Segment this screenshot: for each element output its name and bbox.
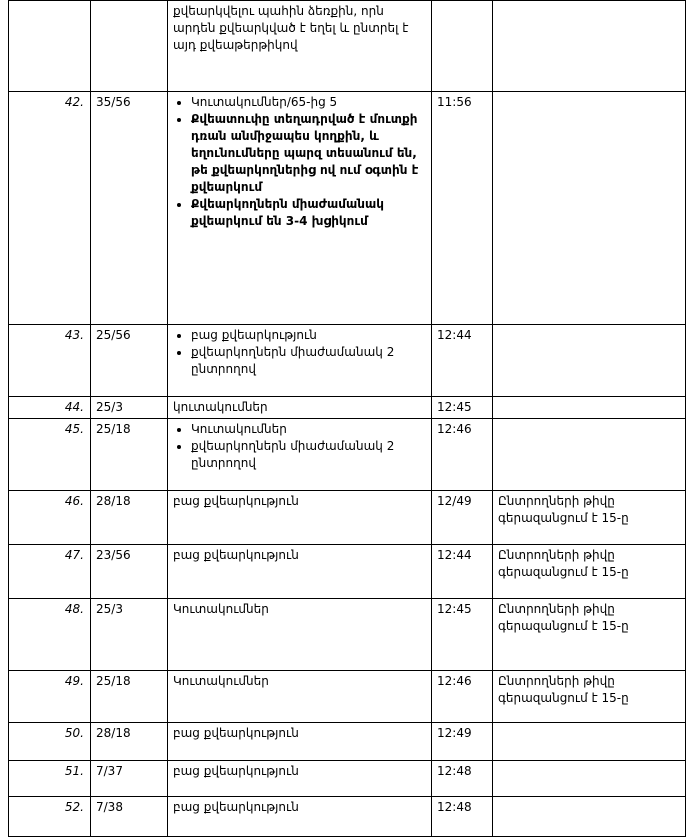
row-number: 52. xyxy=(9,797,91,837)
note-cell: Ընտրողների թիվը գերազանցում է 15-ը xyxy=(493,599,686,671)
violation-text: Կուտակումներ xyxy=(168,671,432,723)
violation-list xyxy=(168,92,432,325)
row-number: 44. xyxy=(9,397,91,419)
violation-text: կուտակումներ xyxy=(168,397,432,419)
note-cell: Ընտրողների թիվը գերազանցում է 15-ը xyxy=(493,491,686,545)
time-cell: 12:44 xyxy=(432,545,493,599)
time-cell: 12:48 xyxy=(432,761,493,797)
station-code: 7/37 xyxy=(91,761,168,797)
list-item: • քվեարկողներն միաժամանակ 2 ընտրողով xyxy=(191,344,426,378)
table-row xyxy=(9,491,686,545)
violation-text: բաց քվեարկություն xyxy=(168,723,432,761)
note-cell: Ընտրողների թիվը գերազանցում է 15-ը xyxy=(493,671,686,723)
station-code: 25/56 xyxy=(91,325,168,397)
observation-table xyxy=(8,0,686,837)
time-cell: 11:56 xyxy=(432,92,493,325)
list-item: • քվեարկողներն միաժամանակ 2 ընտրողով xyxy=(191,438,426,472)
note-cell xyxy=(493,397,686,419)
note-cell xyxy=(493,419,686,491)
table-row xyxy=(9,545,686,599)
station-code: 25/3 xyxy=(91,397,168,419)
violation-text: Կուտակումներ xyxy=(168,599,432,671)
note-cell: Ընտրողների թիվը գերազանցում է 15-ը xyxy=(493,545,686,599)
row-number xyxy=(9,1,91,92)
time-cell xyxy=(432,1,493,92)
station-code: 25/18 xyxy=(91,419,168,491)
row-number: 48. xyxy=(9,599,91,671)
table-row xyxy=(9,1,686,92)
list-item: • Կուտակումներ/65-ից 5 xyxy=(191,94,426,111)
table-row xyxy=(9,671,686,723)
list-item: • Քվեարկողներն միաժամանակ քվեարկում են 3-4 խցիկում xyxy=(191,196,426,230)
station-code: 25/3 xyxy=(91,599,168,671)
row-number: 43. xyxy=(9,325,91,397)
time-cell: 12:45 xyxy=(432,599,493,671)
station-code: 28/18 xyxy=(91,723,168,761)
time-cell: 12:46 xyxy=(432,671,493,723)
time-cell: 12:48 xyxy=(432,797,493,837)
time-cell: 12:49 xyxy=(432,723,493,761)
station-code: 23/56 xyxy=(91,545,168,599)
table-row xyxy=(9,761,686,797)
row-number: 51. xyxy=(9,761,91,797)
violation-text: բաց քվեարկություն xyxy=(168,491,432,545)
violation-text: բաց քվեարկություն xyxy=(168,761,432,797)
table-row xyxy=(9,599,686,671)
row-number: 50. xyxy=(9,723,91,761)
violation-text: բաց քվեարկություն xyxy=(168,545,432,599)
time-cell: 12:46 xyxy=(432,419,493,491)
row-number: 45. xyxy=(9,419,91,491)
table-row xyxy=(9,92,686,325)
station-code: 28/18 xyxy=(91,491,168,545)
violation-text: բաց քվեարկություն xyxy=(168,797,432,837)
time-cell: 12:44 xyxy=(432,325,493,397)
table-row xyxy=(9,723,686,761)
violation-list xyxy=(168,325,432,397)
table-row xyxy=(9,325,686,397)
note-cell xyxy=(493,761,686,797)
row-number: 46. xyxy=(9,491,91,545)
note-cell xyxy=(493,92,686,325)
station-code: 35/56 xyxy=(91,92,168,325)
row-number: 49. xyxy=(9,671,91,723)
time-cell: 12/49 xyxy=(432,491,493,545)
time-cell: 12:45 xyxy=(432,397,493,419)
station-code xyxy=(91,1,168,92)
note-cell xyxy=(493,1,686,92)
table-row xyxy=(9,797,686,837)
note-cell xyxy=(493,325,686,397)
list-item: • Քվեատուփը տեղադրված է մուտքի դռան անմիջապես կողքին, և եղունումները պարզ տեսանում են, թե քվեարկողներից ով ում օգտին է քվեարկում xyxy=(191,111,426,196)
note-cell xyxy=(493,723,686,761)
station-code: 25/18 xyxy=(91,671,168,723)
table-row xyxy=(9,419,686,491)
row-number: 42. xyxy=(9,92,91,325)
row-number: 47. xyxy=(9,545,91,599)
violation-list xyxy=(168,419,432,491)
list-item: • բաց քվեարկություն xyxy=(191,327,426,344)
table-row xyxy=(9,397,686,419)
list-item: • Կուտակումներ xyxy=(191,421,426,438)
note-cell xyxy=(493,797,686,837)
violation-text: քվեարկվելու պահին ձեռքին, որն արդեն քվեարկված է եղել և ընտրել է այդ քվեաթերթիկով xyxy=(168,1,432,92)
station-code: 7/38 xyxy=(91,797,168,837)
